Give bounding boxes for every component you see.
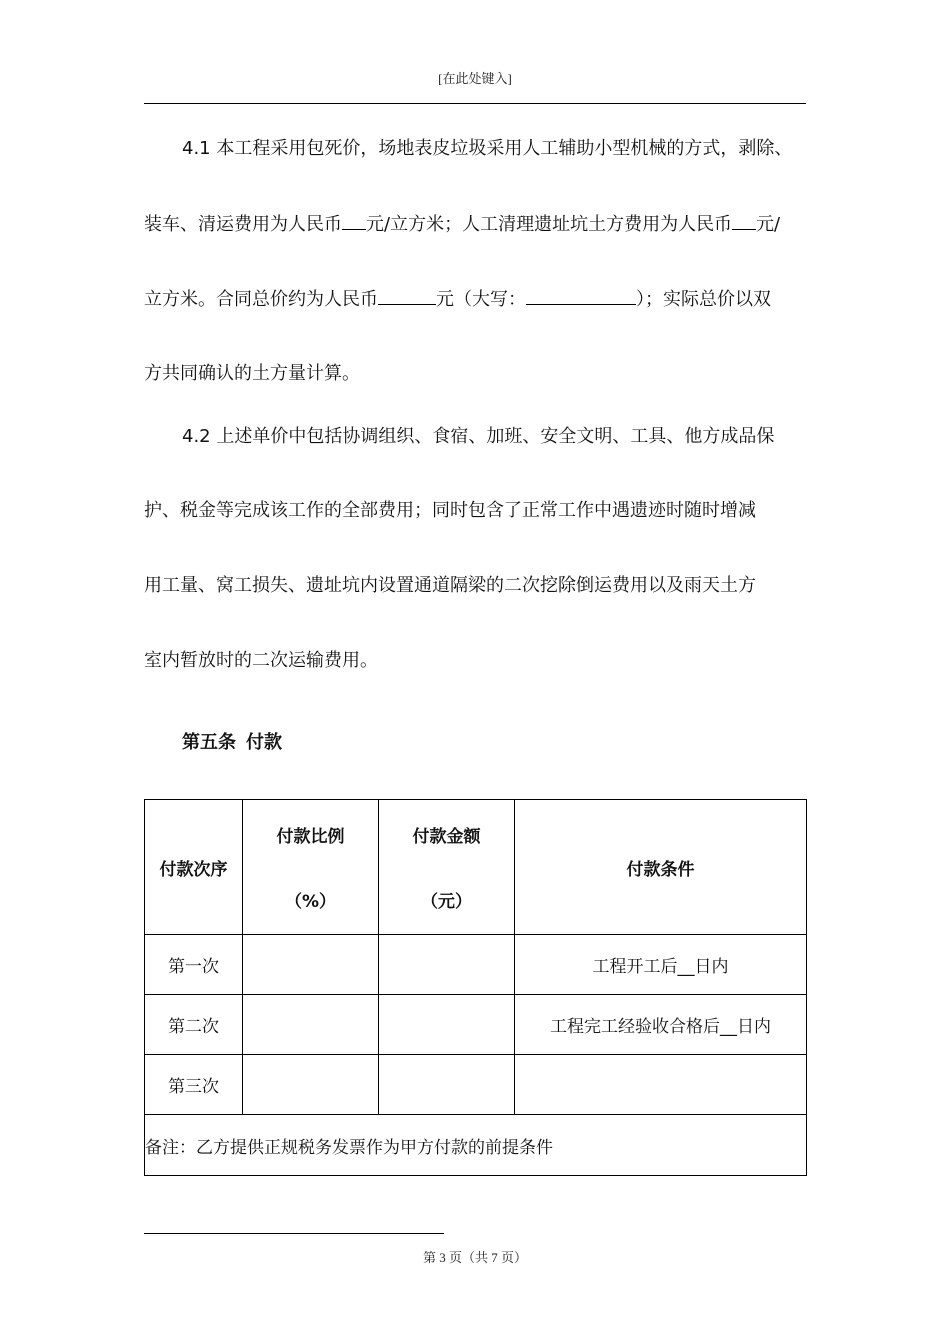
clause-text: 立方米。合同总价约为人民币 — [144, 289, 378, 310]
fill-blank[interactable] — [342, 213, 366, 230]
cell-order: 第二次 — [145, 995, 243, 1055]
clause-text: ）；实际总价以双 — [636, 289, 771, 310]
header-divider — [144, 103, 806, 104]
clause-4-2-line-2: 护、税金等完成该工作的全部费用；同时包含了正常工作中遇遗迹时随时增减 — [144, 500, 756, 521]
clause-text: 元/立方米；人工清理遗址坑土方费用为人民币 — [366, 214, 733, 235]
cell-amount[interactable] — [379, 995, 515, 1055]
header-ratio-label: 付款比例 — [276, 827, 345, 847]
page-footer: 第 3 页（共 7 页） — [422, 1250, 527, 1265]
header-amount-unit: （元） — [421, 892, 472, 912]
clause-text: 装车、清运费用为人民币 — [144, 214, 342, 235]
header-amount — [379, 800, 515, 935]
section-title — [182, 728, 282, 754]
section-number: 第五条 — [182, 732, 236, 753]
clause-4-1-line-1: 4.1 本工程采用包死价，场地表皮垃圾采用人工辅助小型机械的方式，剥除、 — [182, 138, 793, 159]
cell-ratio[interactable] — [243, 995, 379, 1055]
page-header: [在此处键入] — [438, 71, 512, 86]
clause-text: 元/ — [756, 214, 781, 235]
clause-text: 元（大写： — [436, 289, 526, 310]
fill-blank[interactable] — [526, 288, 636, 305]
cell-order: 第一次 — [145, 935, 243, 995]
payment-table — [144, 799, 807, 1176]
clause-4-1-line-3 — [144, 285, 814, 311]
header-order: 付款次序 — [145, 800, 243, 935]
cell-amount[interactable] — [379, 1055, 515, 1115]
clause-4-1-line-2 — [144, 210, 814, 236]
header-ratio — [243, 800, 379, 935]
table-row — [145, 935, 807, 995]
clause-4-1-line-4: 方共同确认的土方量计算。 — [144, 363, 360, 384]
cell-ratio[interactable] — [243, 935, 379, 995]
cell-condition: 工程完工经验收合格后__日内 — [515, 995, 807, 1055]
header-ratio-unit: （%） — [284, 892, 337, 912]
table-row — [145, 995, 807, 1055]
header-amount-label: 付款金额 — [412, 827, 481, 847]
cell-condition: 工程开工后__日内 — [515, 935, 807, 995]
header-condition: 付款条件 — [515, 800, 807, 935]
table-note-row — [145, 1115, 807, 1176]
table-row — [145, 1055, 807, 1115]
fill-blank[interactable] — [378, 288, 436, 305]
clause-4-2-line-1: 4.2 上述单价中包括协调组织、食宿、加班、安全文明、工具、他方成品保 — [182, 426, 775, 447]
section-heading: 付款 — [246, 732, 282, 753]
footer-divider — [144, 1233, 444, 1234]
table-note: 备注：乙方提供正规税务发票作为甲方付款的前提条件 — [145, 1115, 807, 1176]
table-header-row — [145, 800, 807, 935]
clause-4-2-line-3: 用工量、窝工损失、遗址坑内设置通道隔梁的二次挖除倒运费用以及雨天土方 — [144, 575, 756, 596]
cell-ratio[interactable] — [243, 1055, 379, 1115]
cell-amount[interactable] — [379, 935, 515, 995]
cell-condition[interactable] — [515, 1055, 807, 1115]
cell-order: 第三次 — [145, 1055, 243, 1115]
fill-blank[interactable] — [732, 213, 756, 230]
clause-4-2-line-4: 室内暂放时的二次运输费用。 — [144, 650, 378, 671]
